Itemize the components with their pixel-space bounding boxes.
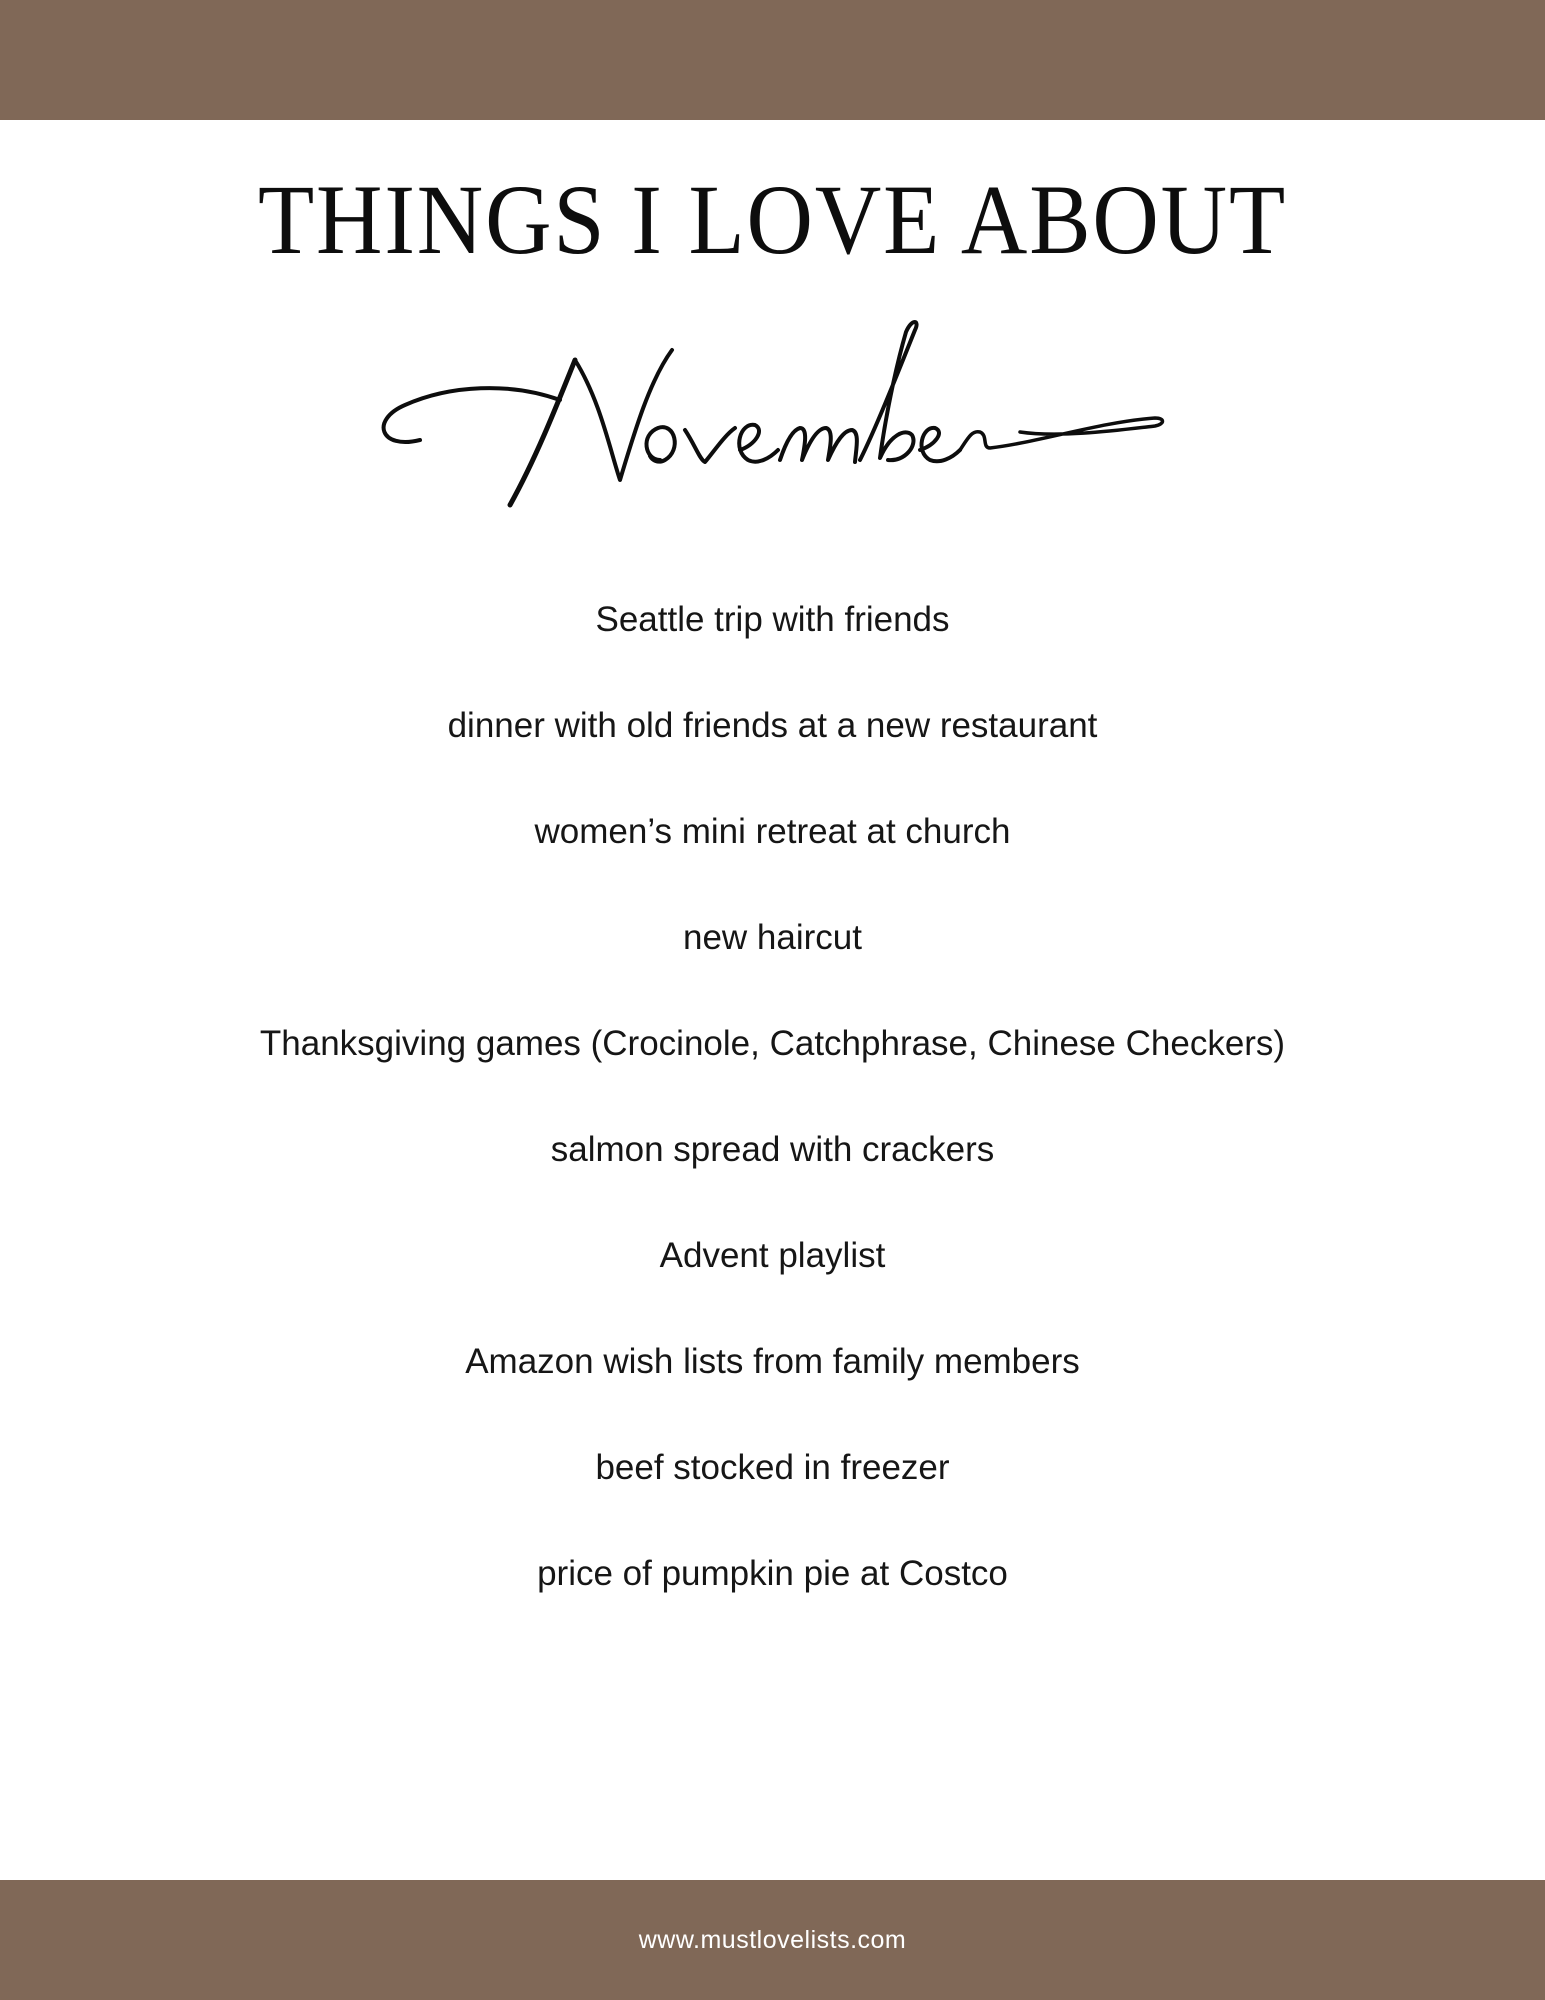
list-item: dinner with old friends at a new restaurant [447, 706, 1098, 745]
list-item: Advent playlist [659, 1236, 886, 1275]
footer-website-link[interactable]: www.mustlovelists.com [638, 1925, 907, 1954]
month-script-lettering [360, 310, 1180, 520]
list-item: Seattle trip with friends [595, 600, 950, 639]
list-item: Amazon wish lists from family members [465, 1342, 1080, 1381]
list-item: women’s mini retreat at church [534, 812, 1011, 851]
list-item: salmon spread with crackers [550, 1130, 995, 1169]
list-item: Thanksgiving games (Crocinole, Catchphrase, Chinese Checkers) [259, 1024, 1286, 1063]
favorites-list [0, 580, 1545, 1640]
top-color-band [0, 0, 1545, 120]
month-script-heading [360, 310, 1180, 520]
list-item: beef stocked in freezer [595, 1448, 950, 1487]
footer-band [0, 1880, 1545, 2000]
page-title: THINGS I LOVE ABOUT [258, 164, 1287, 275]
list-item: price of pumpkin pie at Costco [537, 1554, 1008, 1593]
list-item: new haircut [683, 918, 862, 957]
